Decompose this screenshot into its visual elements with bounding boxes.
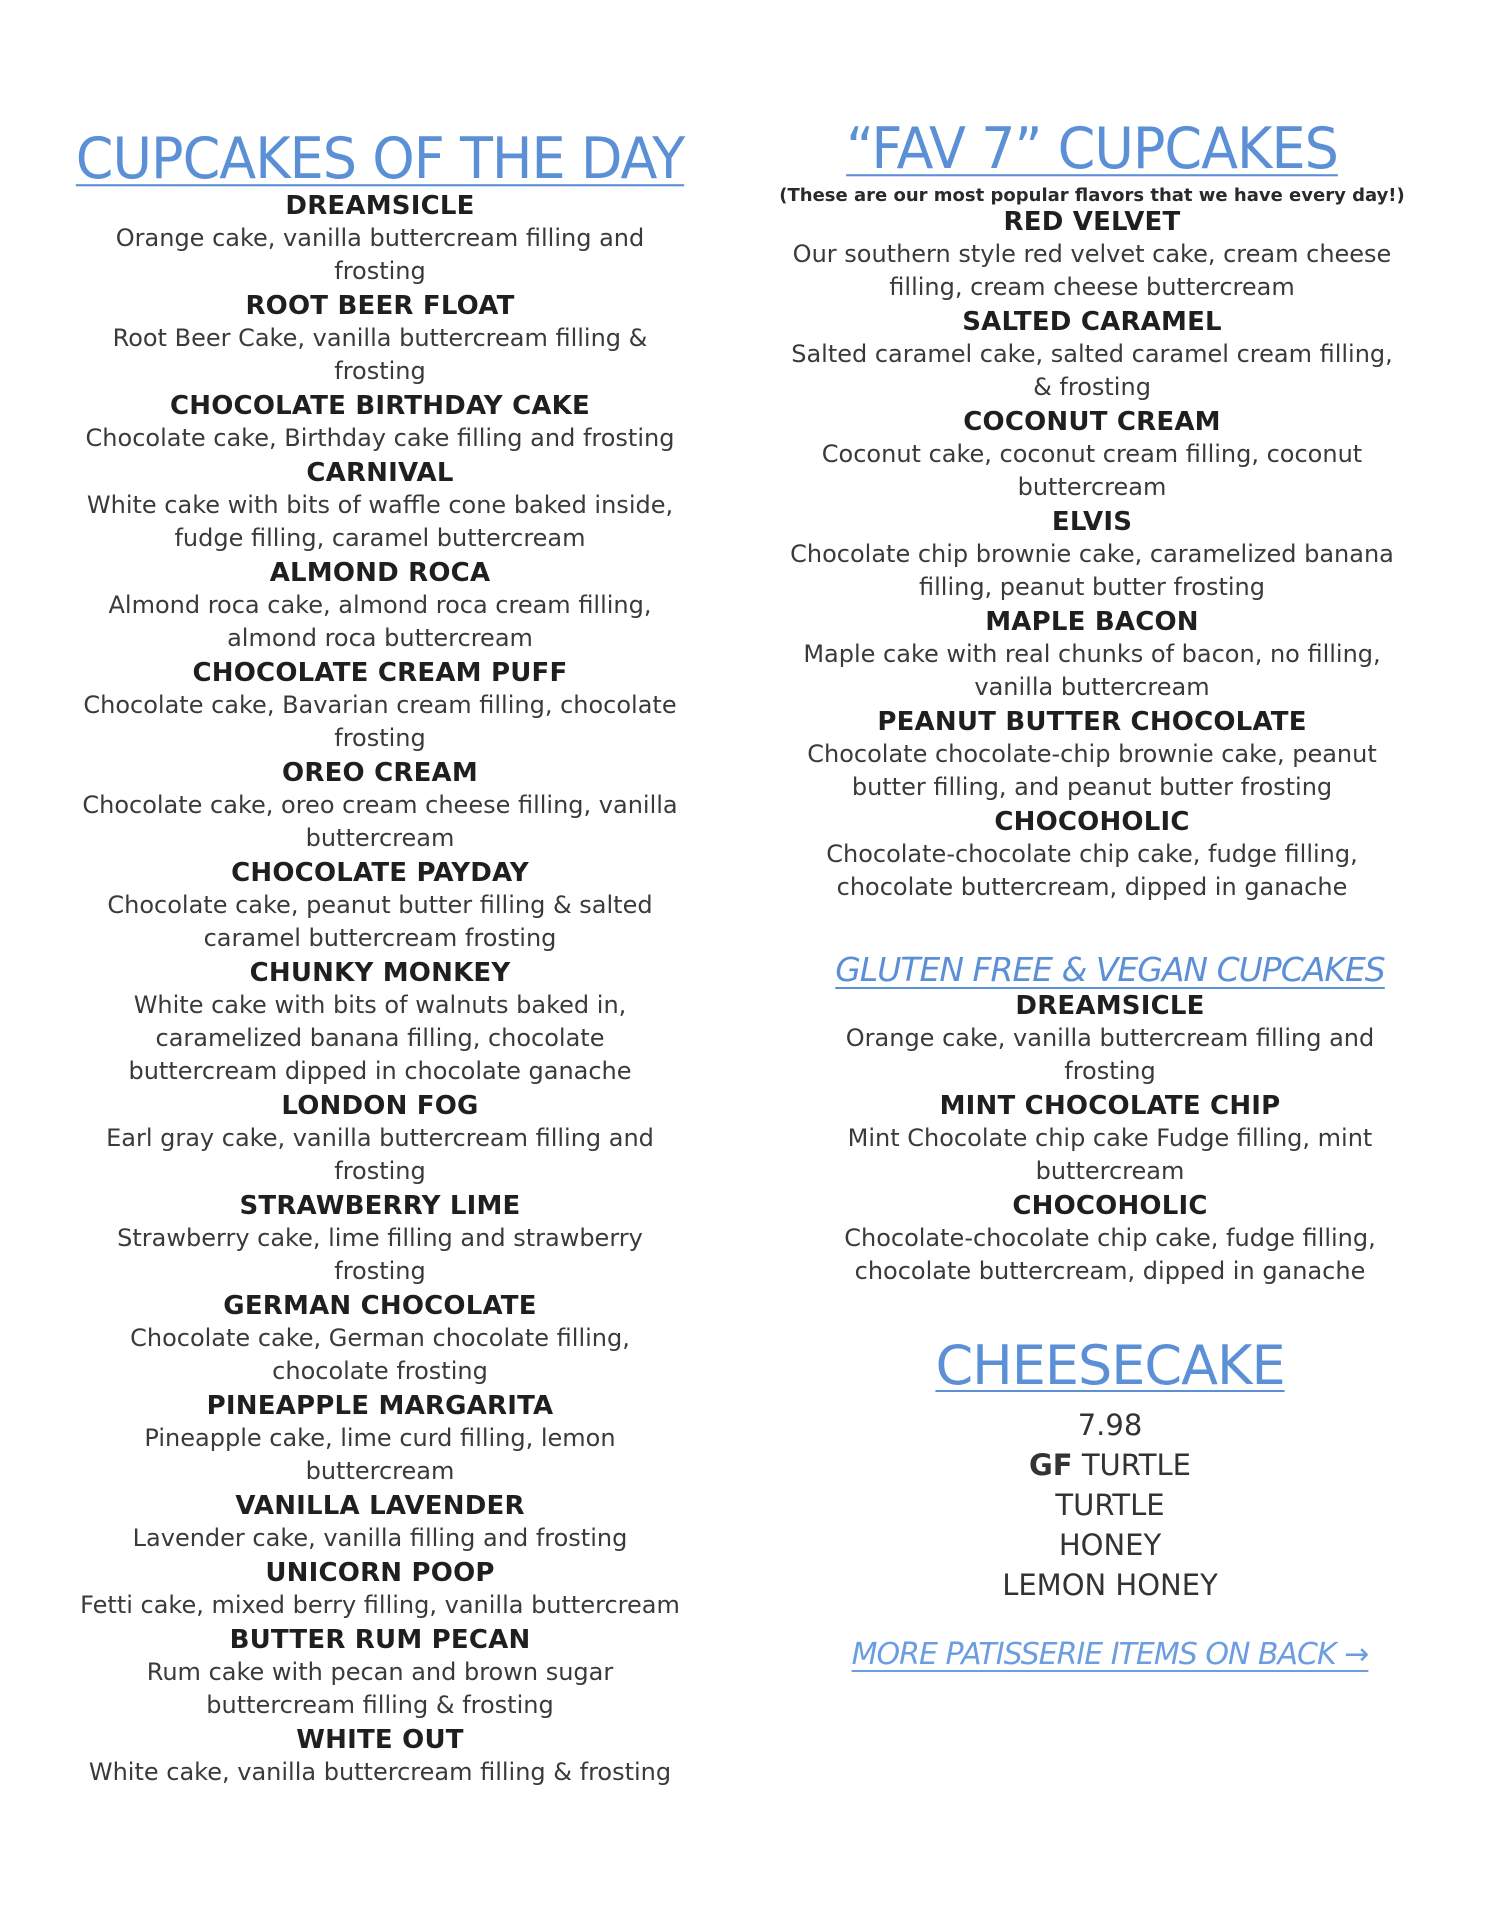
cheesecake-item: LEMON HONEY [1002, 1568, 1218, 1602]
item-name: WHITE OUT [296, 1725, 464, 1755]
section-title: GLUTEN FREE & VEGAN CUPCAKES [835, 950, 1385, 989]
menu-list [70, 190, 690, 1789]
item-description: Maple cake with real chunks of bacon, no filling, vanilla buttercream [803, 640, 1381, 701]
section-note: (These are our most popular flavors that we have every day!) [779, 185, 1405, 206]
item-name: ELVIS [1051, 507, 1133, 537]
item-name: CHUNKY MONKEY [249, 958, 511, 988]
cheesecake-item [870, 1445, 1350, 1485]
item-name: RED VELVET [1003, 207, 1181, 237]
item-name: BUTTER RUM PECAN [229, 1625, 531, 1655]
cheesecake-item-name: TURTLE [1081, 1448, 1192, 1482]
item-description: Coconut cake, coconut cream filling, coconut buttercream [821, 440, 1363, 501]
item-description: Chocolate-chocolate chip cake, fudge filling, chocolate buttercream, dipped in ganache [826, 840, 1358, 901]
item-name: OREO CREAM [282, 758, 478, 788]
item-name: VANILLA LAVENDER [235, 1491, 525, 1521]
item-description: Mint Chocolate chip cake Fudge filling, mint buttercream [847, 1124, 1373, 1185]
item-name: CHOCOHOLIC [1012, 1191, 1208, 1221]
item-description: Chocolate cake, Birthday cake filling and frosting [85, 424, 675, 452]
cheesecake-item: TURTLE [1055, 1488, 1165, 1522]
item-name: SALTED CARAMEL [962, 307, 1222, 337]
item-description: Our southern style red velvet cake, cream cheese filling, cream cheese buttercream [792, 240, 1392, 301]
item-name: UNICORN POOP [265, 1558, 495, 1588]
item-description: Fetti cake, mixed berry filling, vanilla buttercream [80, 1591, 680, 1619]
item-name: ROOT BEER FLOAT [245, 291, 515, 321]
item-description: Earl gray cake, vanilla buttercream filling and frosting [106, 1124, 654, 1185]
more-items-label[interactable]: MORE PATISSERIE ITEMS ON BACK → [851, 1637, 1369, 1672]
item-name: PEANUT BUTTER CHOCOLATE [877, 707, 1307, 737]
item-description: Lavender cake, vanilla filling and frosting [132, 1524, 628, 1552]
item-name: DREAMSICLE [1015, 991, 1205, 1021]
item-description: Orange cake, vanilla buttercream filling and frosting [115, 224, 645, 285]
gf-label: GF [1028, 1448, 1073, 1482]
item-description: White cake with bits of waffle cone baked inside, fudge filling, caramel buttercream [86, 491, 674, 552]
section-title: “FAV 7” CUPCAKES [846, 115, 1338, 182]
item-description: Salted caramel cake, salted caramel cream filling, & frosting [791, 340, 1393, 401]
item-description: Chocolate cake, peanut butter filling & salted caramel buttercream frosting [107, 891, 653, 952]
section-title: CUPCAKES OF THE DAY [75, 125, 685, 192]
item-name: DREAMSICLE [285, 191, 475, 221]
item-description: Chocolate cake, oreo cream cheese filling, vanilla buttercream [82, 791, 678, 852]
item-description: Root Beer Cake, vanilla buttercream filling & frosting [112, 324, 648, 385]
item-description: Chocolate cake, Bavarian cream filling, chocolate frosting [83, 691, 677, 752]
item-name: GERMAN CHOCOLATE [223, 1291, 537, 1321]
item-name: STRAWBERRY LIME [239, 1191, 521, 1221]
gluten-free-section [810, 950, 1410, 1290]
item-name: CHOCOLATE CREAM PUFF [192, 658, 568, 688]
menu-list [870, 1485, 1350, 1605]
item-name: MAPLE BACON [985, 607, 1199, 637]
item-description: Pineapple cake, lime curd filling, lemon buttercream [144, 1424, 616, 1485]
item-name: CARNIVAL [306, 458, 454, 488]
price: 7.98 [1077, 1408, 1143, 1442]
item-description: Rum cake with pecan and brown sugar buttercream filling & frosting [146, 1658, 614, 1719]
item-description: Chocolate-chocolate chip cake, fudge filling, chocolate buttercream, dipped in ganache [844, 1224, 1376, 1285]
item-description: Strawberry cake, lime filling and strawberry frosting [117, 1224, 643, 1285]
item-name: LONDON FOG [281, 1091, 479, 1121]
item-name: COCONUT CREAM [963, 407, 1221, 437]
item-description: Orange cake, vanilla buttercream filling and frosting [845, 1024, 1375, 1085]
item-name: CHOCOLATE BIRTHDAY CAKE [170, 391, 590, 421]
item-name: CHOCOLATE PAYDAY [231, 858, 529, 888]
fav7-section [772, 115, 1412, 906]
cupcakes-of-the-day-section [70, 125, 690, 1791]
cheesecake-item: HONEY [1058, 1528, 1162, 1562]
section-title: CHEESECAKE [935, 1334, 1285, 1397]
item-description: Chocolate cake, German chocolate filling, chocolate frosting [130, 1324, 630, 1385]
more-items-link[interactable] [820, 1636, 1400, 1674]
menu-list [810, 990, 1410, 1288]
item-description: White cake, vanilla buttercream filling & frosting [88, 1758, 672, 1786]
item-name: PINEAPPLE MARGARITA [206, 1391, 554, 1421]
item-name: CHOCOHOLIC [994, 807, 1190, 837]
item-description: Chocolate chocolate-chip brownie cake, peanut butter filling, and peanut butter frosting [807, 740, 1377, 801]
item-name: ALMOND ROCA [269, 558, 491, 588]
cheesecake-section [870, 1335, 1350, 1605]
item-name: MINT CHOCOLATE CHIP [939, 1091, 1281, 1121]
menu-list [772, 206, 1412, 904]
item-description: Almond roca cake, almond roca cream filling, almond roca buttercream [108, 591, 652, 652]
item-description: Chocolate chip brownie cake, caramelized banana filling, peanut butter frosting [790, 540, 1394, 601]
item-description: White cake with bits of walnuts baked in, caramelized banana filling, chocolate buttercream dipped in chocolate ganache [128, 991, 632, 1085]
